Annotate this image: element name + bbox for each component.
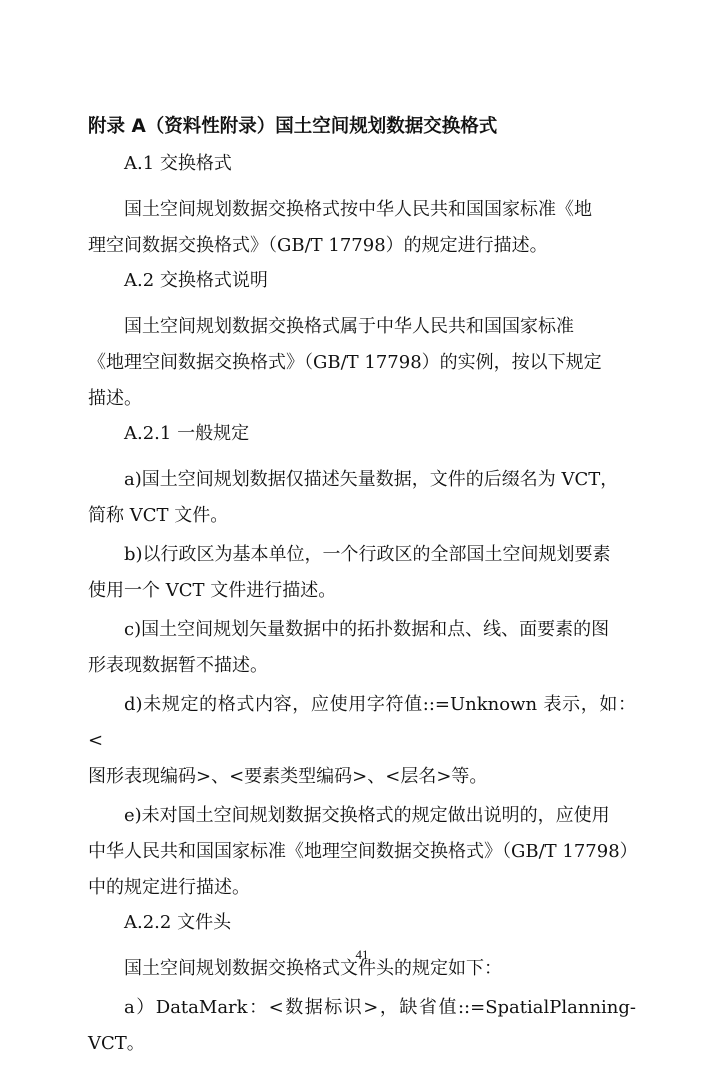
paragraph-line: 国土空间规划数据交换格式按中华人民共和国国家标准《地 — [124, 199, 592, 220]
section-heading: A.2.2 文件头 — [124, 912, 232, 933]
section-heading: A.2.1 一般规定 — [124, 423, 250, 444]
paragraph — [88, 309, 636, 417]
paragraph-line: 中华人民共和国国家标准《地理空间数据交换格式》（GB/T 17798） — [88, 841, 638, 862]
paragraph — [88, 687, 636, 795]
paragraph — [88, 798, 636, 906]
paragraph-line: a)国土空间规划数据仅描述矢量数据，文件的后缀名为 VCT， — [124, 469, 619, 490]
paragraph-line: 《地理空间数据交换格式》（GB/T 17798）的实例，按以下规定 — [88, 352, 602, 373]
paragraph — [88, 537, 636, 609]
paragraph — [88, 462, 636, 534]
paragraph-line: 形表现数据暂不描述。 — [88, 655, 268, 676]
paragraph-line: 使用一个 VCT 文件进行描述。 — [88, 580, 337, 601]
appendix-body — [88, 150, 636, 1062]
paragraph-line: 国土空间规划数据交换格式属于中华人民共和国国家标准 — [124, 316, 574, 337]
appendix-heading: 附录 A（资料性附录）国土空间规划数据交换格式 — [88, 116, 498, 137]
paragraph — [88, 612, 636, 684]
paragraph-line: a）DataMark：<数据标识>，缺省值::=SpatialPlanning-VCT。 — [88, 997, 636, 1054]
paragraph-line: 简称 VCT 文件。 — [88, 505, 229, 526]
paragraph-line: 描述。 — [88, 388, 142, 409]
paragraph-line: 国土空间规划数据交换格式文件头的规定如下： — [124, 958, 502, 979]
paragraph — [88, 990, 636, 1062]
section-heading: A.2 交换格式说明 — [124, 270, 268, 291]
page-number: 41 — [355, 947, 369, 962]
paragraph-line: e)未对国土空间规划数据交换格式的规定做出说明的，应使用 — [124, 805, 610, 826]
paragraph — [88, 192, 636, 264]
paragraph-line: b)以行政区为基本单位，一个行政区的全部国土空间规划要素 — [124, 544, 611, 565]
page-content — [88, 112, 636, 1065]
paragraph-line: 图形表现编码>、<要素类型编码>、<层名>等。 — [88, 766, 488, 787]
paragraph-line: 中的规定进行描述。 — [88, 877, 250, 898]
paragraph-line: c)国土空间规划矢量数据中的拓扑数据和点、线、面要素的图 — [124, 619, 610, 640]
section-heading: A.1 交换格式 — [124, 153, 232, 174]
paragraph-line: d)未规定的格式内容，应使用字符值::=Unknown 表示，如：< — [88, 694, 636, 751]
paragraph-line: 理空间数据交换格式》（GB/T 17798）的规定进行描述。 — [88, 235, 548, 256]
